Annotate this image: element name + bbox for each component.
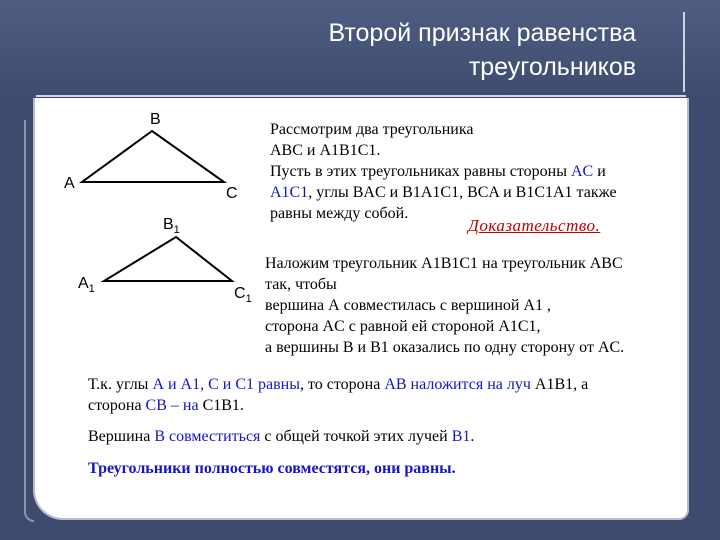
intro-line-4-side: A1C1 — [270, 184, 309, 201]
vertex-label-a1 — [78, 275, 95, 295]
vertex-paragraph — [88, 426, 678, 447]
step-text-g: , а — [573, 376, 589, 393]
vertex-text-a: Вершина — [88, 428, 155, 445]
conclusion: Треугольники полностью совместятся, они равны. — [88, 460, 456, 477]
step-side-ab: АВ — [384, 376, 407, 393]
intro-line-3-side: AC — [570, 163, 594, 180]
slide-title — [216, 16, 636, 84]
vertex-label-b: B — [150, 111, 161, 128]
overlay-line-1: Наложим треугольник A1B1C1 на треугольник ABC — [265, 255, 623, 272]
vertex-label-a1-index: 1 — [88, 283, 95, 296]
vertex-text-e: . — [470, 428, 475, 445]
intro-line-4 — [270, 182, 690, 203]
header-divider-vertical — [683, 12, 685, 92]
intro-line-2: ABC и A1B1C1. — [270, 142, 381, 159]
header-divider-horizontal — [36, 95, 686, 97]
overlay-paragraph — [265, 253, 685, 358]
proof-label: Доказательство. — [468, 216, 601, 235]
overlay-line-2: так, чтобы — [265, 276, 337, 293]
step-text-h: сторона — [88, 397, 146, 414]
step-line-1 — [88, 374, 678, 395]
title-line-2: треугольников — [468, 53, 636, 81]
overlay-line-5: а вершины B и B1 оказались по одну сторону от AC. — [265, 339, 625, 356]
intro-line-1: Рассмотрим два треугольника — [270, 121, 474, 138]
vertex-b1: В1 — [451, 428, 471, 445]
vertex-label-a: A — [64, 175, 75, 192]
vertex-label-a1-letter: A — [78, 275, 89, 292]
vertex-label-c1-index: 1 — [245, 293, 252, 306]
step-line-2 — [88, 395, 678, 416]
vertex-text-c: с общей точкой этих лучей — [260, 428, 452, 445]
vertex-label-b1-letter: B — [163, 216, 174, 233]
step-text-c: , то сторона — [299, 376, 385, 393]
intro-line-3-end: и — [593, 163, 606, 180]
title-line-1: Второй признак равенства — [328, 19, 636, 47]
vertex-label-c1-letter: C — [234, 285, 246, 302]
intro-line-3 — [270, 161, 690, 182]
overlay-line-3: вершина А совместилась с вершиной A1 , — [265, 297, 552, 314]
step-paragraph — [88, 374, 678, 416]
overlay-line-4: сторона AC с равной ей стороной A1C1, — [265, 318, 541, 335]
intro-line-5: равны между собой. — [270, 205, 409, 222]
step-text-j: – на — [166, 397, 203, 414]
step-text-l: . — [239, 397, 244, 414]
vertex-label-b1-index: 1 — [173, 224, 180, 237]
intro-line-3-text: Пусть в этих треугольниках равны стороны — [270, 163, 571, 180]
vertex-coincide: В совместиться — [154, 428, 261, 445]
step-text-a: Т.к. углы — [88, 376, 153, 393]
intro-paragraph — [270, 119, 690, 224]
intro-line-4-text: , углы BAC и B1A1C1, BCA и B1C1A1 также — [308, 184, 617, 201]
vertex-label-b1 — [163, 216, 180, 236]
vertex-label-c: C — [226, 185, 238, 202]
vertex-label-c1 — [234, 285, 252, 305]
vertex-line — [88, 426, 678, 447]
step-ray-a1b1: А1В1 — [534, 376, 574, 393]
step-text-e: наложится на луч — [406, 376, 535, 393]
step-side-cb: СВ — [145, 397, 167, 414]
step-ray-c1b1: С1В1 — [202, 397, 240, 414]
step-angles: А и А1, С и С1 равны — [152, 376, 300, 393]
